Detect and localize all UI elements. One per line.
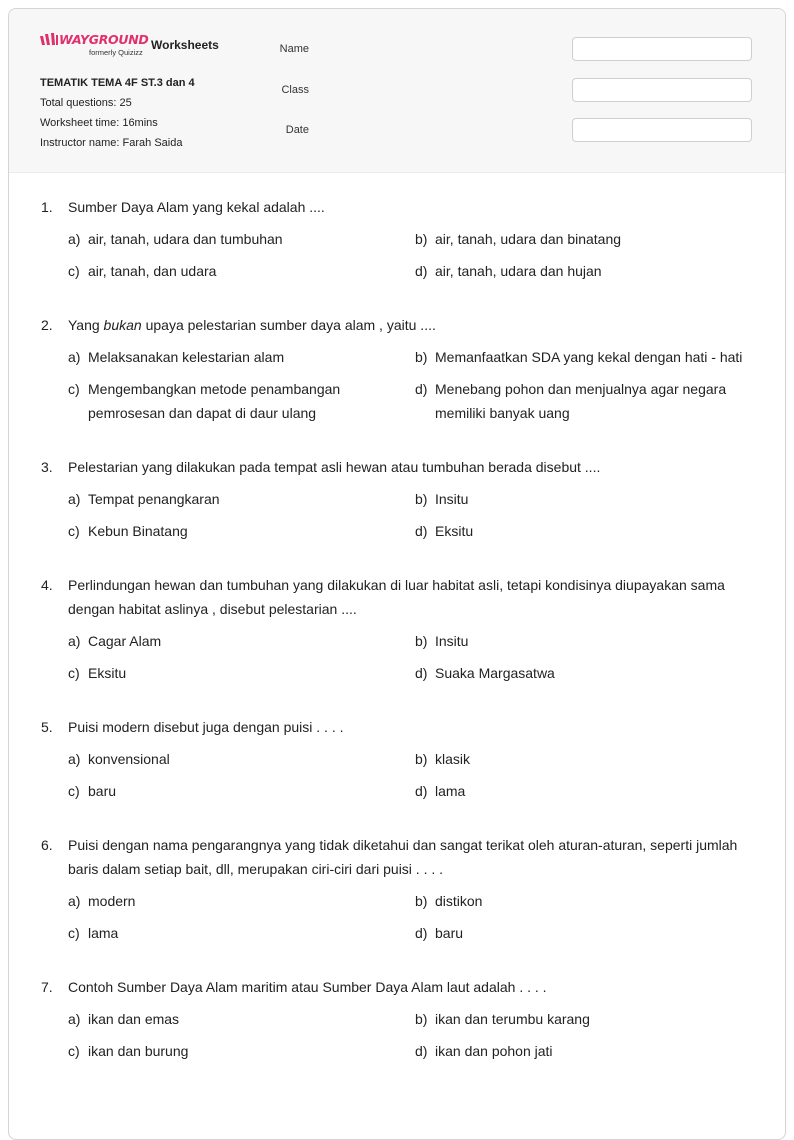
option-text: ikan dan burung — [88, 1043, 189, 1059]
answer-options — [68, 345, 755, 425]
answer-option — [68, 227, 415, 251]
answer-option — [68, 661, 415, 685]
option-letter: c) — [68, 783, 80, 799]
option-text: ikan dan emas — [88, 1011, 180, 1027]
option-text: air, tanah, udara dan tumbuhan — [88, 231, 283, 247]
option-letter: c) — [68, 381, 80, 397]
option-text: distikon — [435, 893, 483, 909]
option-letter: a) — [68, 1011, 81, 1027]
option-letter: b) — [415, 893, 428, 909]
answer-option — [68, 259, 415, 283]
option-letter: d) — [415, 1043, 428, 1059]
option-text: Melaksanakan kelestarian alam — [88, 349, 285, 365]
answer-option — [415, 889, 762, 913]
option-text: baru — [435, 925, 464, 941]
option-letter: d) — [415, 263, 428, 279]
question-text-part: Perlindungan hewan dan tumbuhan yang dilakukan di luar habitat asli, tetapi kondisinya diupayakan sama dengan habitat aslinya , disebut pelestarian .... — [68, 577, 725, 617]
question-text — [68, 715, 755, 739]
option-text: Eksitu — [435, 523, 474, 539]
option-letter: a) — [68, 349, 81, 365]
answer-option — [415, 487, 762, 511]
option-text: Eksitu — [88, 665, 127, 681]
question-text — [68, 833, 755, 881]
answer-option — [68, 519, 415, 543]
answer-options — [68, 227, 755, 283]
question-text-part: Puisi modern disebut juga dengan puisi . . . . — [68, 719, 344, 735]
answer-option — [415, 259, 762, 283]
answer-option — [415, 629, 762, 653]
answer-option — [68, 779, 415, 803]
answer-option — [415, 227, 762, 251]
option-letter: d) — [415, 523, 428, 539]
question-item — [41, 715, 755, 803]
option-letter: d) — [415, 665, 428, 681]
option-text: lama — [435, 783, 466, 799]
question-stem — [41, 975, 755, 999]
option-text: air, tanah, dan udara — [88, 263, 217, 279]
option-letter: a) — [68, 491, 81, 507]
option-letter: c) — [68, 523, 80, 539]
answer-option — [68, 345, 415, 369]
class-label: Class — [281, 83, 309, 96]
option-text: klasik — [435, 751, 471, 767]
answer-option — [415, 1039, 762, 1063]
option-text: lama — [88, 925, 119, 941]
answer-option — [68, 629, 415, 653]
question-number: 3. — [41, 459, 53, 475]
answer-options — [68, 747, 755, 803]
option-text: air, tanah, udara dan hujan — [435, 263, 602, 279]
question-text-part: Contoh Sumber Daya Alam maritim atau Sumber Daya Alam laut adalah . . . . — [68, 979, 547, 995]
question-text — [68, 573, 755, 621]
option-text: Insitu — [435, 633, 469, 649]
option-letter: c) — [68, 263, 80, 279]
question-stem — [41, 313, 755, 337]
answer-option — [415, 747, 762, 771]
question-number: 2. — [41, 317, 53, 333]
question-item — [41, 833, 755, 945]
question-text — [68, 975, 755, 999]
wayground-logo-icon — [40, 33, 58, 46]
answer-option — [415, 921, 762, 945]
question-text — [68, 195, 755, 219]
question-item — [41, 195, 755, 283]
option-text: Suaka Margasatwa — [435, 665, 555, 681]
question-number: 6. — [41, 837, 53, 853]
worksheet-title: TEMATIK TEMA 4F ST.3 dan 4 — [40, 77, 195, 89]
option-text: modern — [88, 893, 136, 909]
question-list — [9, 195, 785, 1093]
option-text: Kebun Binatang — [88, 523, 188, 539]
option-letter: b) — [415, 633, 428, 649]
option-letter: d) — [415, 381, 428, 397]
class-field[interactable] — [572, 78, 752, 102]
instructor-name: Instructor name: Farah Saida — [40, 137, 183, 149]
worksheet-page — [8, 8, 786, 1140]
option-letter: b) — [415, 349, 428, 365]
option-letter: d) — [415, 783, 428, 799]
question-stem — [41, 715, 755, 739]
answer-option — [415, 779, 762, 803]
question-number: 4. — [41, 577, 53, 593]
option-letter: c) — [68, 925, 80, 941]
answer-options — [68, 487, 755, 543]
name-field[interactable] — [572, 37, 752, 61]
answer-option — [68, 921, 415, 945]
question-text-part: Puisi dengan nama pengarangnya yang tidak diketahui dan sangat terikat oleh aturan-aturan, seperti jumlah baris dalam setiap bait, dll, merupakan ciri-ciri dari puisi . . . . — [68, 837, 738, 877]
answer-option — [68, 487, 415, 511]
question-stem — [41, 195, 755, 219]
question-stem — [41, 455, 755, 479]
option-letter: a) — [68, 751, 81, 767]
brand-title: Worksheets — [151, 38, 219, 52]
option-text: Cagar Alam — [88, 633, 162, 649]
answer-option — [415, 519, 762, 543]
answer-options — [68, 1007, 755, 1063]
option-letter: c) — [68, 1043, 80, 1059]
option-letter: a) — [68, 633, 81, 649]
answer-options — [68, 629, 755, 685]
logo-wordmark: WAYGROUND — [59, 32, 149, 47]
question-number: 1. — [41, 199, 53, 215]
option-text: Insitu — [435, 491, 469, 507]
logo-subtitle: formerly Quizizz — [89, 48, 143, 57]
option-text: konvensional — [88, 751, 170, 767]
question-text-part: Pelestarian yang dilakukan pada tempat asli hewan atau tumbuhan berada disebut .... — [68, 459, 601, 475]
question-item — [41, 975, 755, 1063]
question-text-part: Yang — [68, 317, 104, 333]
question-text-part: upaya pelestarian sumber daya alam , yaitu .... — [141, 317, 436, 333]
option-letter: d) — [415, 925, 428, 941]
answer-option — [415, 661, 762, 685]
option-letter: c) — [68, 665, 80, 681]
worksheet-time: Worksheet time: 16mins — [40, 117, 158, 129]
answer-option — [68, 377, 415, 425]
question-stem — [41, 573, 755, 621]
brand — [40, 32, 219, 60]
question-emphasis: bukan — [103, 317, 142, 333]
answer-option — [415, 377, 762, 425]
option-letter: a) — [68, 893, 81, 909]
question-number: 7. — [41, 979, 53, 995]
question-text-part: Sumber Daya Alam yang kekal adalah .... — [68, 199, 325, 215]
option-letter: b) — [415, 491, 428, 507]
worksheet-meta — [40, 73, 195, 153]
question-item — [41, 313, 755, 425]
answer-option — [68, 747, 415, 771]
answer-option — [68, 889, 415, 913]
answer-options — [68, 889, 755, 945]
question-text — [68, 455, 755, 479]
option-text: Memanfaatkan SDA yang kekal dengan hati - hati — [435, 349, 743, 365]
question-text — [68, 313, 755, 337]
option-letter: b) — [415, 1011, 428, 1027]
answer-option — [68, 1039, 415, 1063]
option-letter: b) — [415, 231, 428, 247]
option-text: Tempat penangkaran — [88, 491, 220, 507]
question-stem — [41, 833, 755, 881]
answer-option — [415, 345, 762, 369]
option-text: Mengembangkan metode penambangan pemrosesan dan dapat di daur ulang — [88, 381, 341, 421]
worksheet-header — [9, 9, 785, 173]
option-text: baru — [88, 783, 117, 799]
wayground-logo — [40, 32, 149, 60]
option-text: air, tanah, udara dan binatang — [435, 231, 622, 247]
date-label: Date — [285, 124, 309, 136]
option-text: Menebang pohon dan menjualnya agar negara memiliki banyak uang — [435, 381, 727, 421]
total-questions: Total questions: 25 — [40, 97, 132, 109]
question-number: 5. — [41, 719, 53, 735]
option-letter: a) — [68, 231, 81, 247]
question-item — [41, 573, 755, 685]
option-letter: b) — [415, 751, 428, 767]
option-text: ikan dan terumbu karang — [435, 1011, 590, 1027]
option-text: ikan dan pohon jati — [435, 1043, 553, 1059]
name-label: Name — [279, 43, 309, 55]
date-field[interactable] — [572, 118, 752, 142]
question-item — [41, 455, 755, 543]
answer-option — [415, 1007, 762, 1031]
answer-option — [68, 1007, 415, 1031]
